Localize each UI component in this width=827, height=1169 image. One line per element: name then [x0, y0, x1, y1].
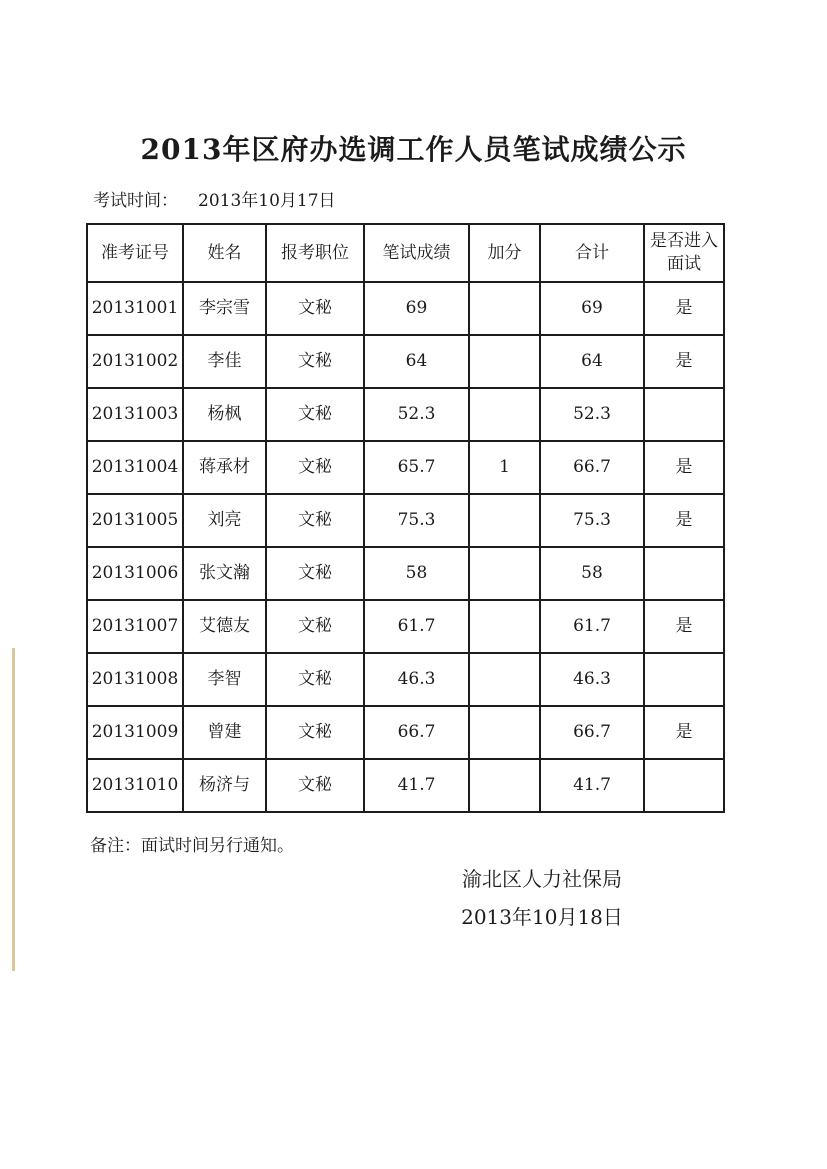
table-cell: 61.7: [364, 600, 469, 653]
table-cell: 46.3: [364, 653, 469, 706]
table-cell: 20131008: [87, 653, 183, 706]
table-row: [87, 759, 724, 812]
exam-time-label: 考试时间：: [93, 191, 178, 211]
table-cell: 46.3: [540, 653, 644, 706]
note-line: 备注：面试时间另行通知。: [90, 836, 294, 856]
page-title: 2013年区府办选调工作人员笔试成绩公示: [140, 133, 687, 166]
exam-time-line: [93, 186, 336, 211]
table-cell: [469, 494, 540, 547]
table-cell: [469, 388, 540, 441]
table-cell: 张文瀚: [183, 547, 266, 600]
column-header: 姓名: [183, 224, 266, 282]
table-cell: 是: [644, 494, 724, 547]
table-cell: 是: [644, 282, 724, 335]
table-cell: 艾德友: [183, 600, 266, 653]
table-cell: 61.7: [540, 600, 644, 653]
table-cell: 20131001: [87, 282, 183, 335]
table-cell: 是: [644, 600, 724, 653]
table-cell: 20131002: [87, 335, 183, 388]
table-cell: 20131006: [87, 547, 183, 600]
table-cell: 64: [540, 335, 644, 388]
column-header: 准考证号: [87, 224, 183, 282]
table-cell: 文秘: [266, 441, 364, 494]
table-cell: 文秘: [266, 547, 364, 600]
table-cell: [644, 759, 724, 812]
table-cell: 是: [644, 335, 724, 388]
table-cell: 52.3: [364, 388, 469, 441]
table-cell: 文秘: [266, 335, 364, 388]
table-row: [87, 547, 724, 600]
table-cell: [644, 388, 724, 441]
table-cell: [469, 547, 540, 600]
table-cell: 66.7: [364, 706, 469, 759]
table-cell: 58: [540, 547, 644, 600]
table-cell: 李佳: [183, 335, 266, 388]
table-cell: 曾建: [183, 706, 266, 759]
table-cell: 52.3: [540, 388, 644, 441]
table-cell: 1: [469, 441, 540, 494]
signature-block: [382, 869, 702, 927]
table-row: [87, 706, 724, 759]
table-cell: 65.7: [364, 441, 469, 494]
table-cell: 75.3: [364, 494, 469, 547]
table-cell: 文秘: [266, 494, 364, 547]
left-margin-accent-line: [12, 648, 15, 971]
table-row: [87, 441, 724, 494]
table-header-row: [87, 224, 724, 282]
table-cell: 20131010: [87, 759, 183, 812]
table-body: [87, 282, 724, 812]
table-cell: 文秘: [266, 600, 364, 653]
table-cell: 是: [644, 706, 724, 759]
column-header: 加分: [469, 224, 540, 282]
table-cell: 文秘: [266, 653, 364, 706]
table-cell: [469, 600, 540, 653]
table-cell: 刘亮: [183, 494, 266, 547]
table-cell: 75.3: [540, 494, 644, 547]
table-cell: 杨济与: [183, 759, 266, 812]
table-cell: 文秘: [266, 282, 364, 335]
table-cell: 李宗雪: [183, 282, 266, 335]
table-cell: 20131005: [87, 494, 183, 547]
table-cell: 20131004: [87, 441, 183, 494]
table-cell: 58: [364, 547, 469, 600]
table-row: [87, 600, 724, 653]
table-cell: 20131007: [87, 600, 183, 653]
signature-date: 2013年10月18日: [461, 905, 623, 929]
table-cell: 蒋承材: [183, 441, 266, 494]
table-cell: 66.7: [540, 706, 644, 759]
exam-time-value: 2013年10月17日: [198, 191, 336, 211]
table-cell: 20131003: [87, 388, 183, 441]
table-cell: [644, 547, 724, 600]
table-cell: 李智: [183, 653, 266, 706]
table-cell: [644, 653, 724, 706]
table-cell: 69: [364, 282, 469, 335]
table-cell: 文秘: [266, 706, 364, 759]
table-cell: 41.7: [540, 759, 644, 812]
table-cell: 文秘: [266, 759, 364, 812]
table-cell: 是: [644, 441, 724, 494]
score-table: [86, 223, 725, 813]
table-row: [87, 335, 724, 388]
column-header: 笔试成绩: [364, 224, 469, 282]
signature-org: 渝北区人力社保局: [462, 867, 622, 891]
table-cell: [469, 653, 540, 706]
table-cell: 41.7: [364, 759, 469, 812]
table-cell: [469, 335, 540, 388]
table-cell: [469, 282, 540, 335]
table-cell: 杨枫: [183, 388, 266, 441]
table-row: [87, 494, 724, 547]
column-header: 是否进入面试: [644, 224, 724, 282]
table-cell: 64: [364, 335, 469, 388]
column-header: 报考职位: [266, 224, 364, 282]
table-cell: [469, 706, 540, 759]
table-cell: 66.7: [540, 441, 644, 494]
table-cell: 文秘: [266, 388, 364, 441]
table-row: [87, 388, 724, 441]
table-cell: 69: [540, 282, 644, 335]
table-row: [87, 282, 724, 335]
table-cell: 20131009: [87, 706, 183, 759]
table-row: [87, 653, 724, 706]
column-header: 合计: [540, 224, 644, 282]
table-cell: [469, 759, 540, 812]
